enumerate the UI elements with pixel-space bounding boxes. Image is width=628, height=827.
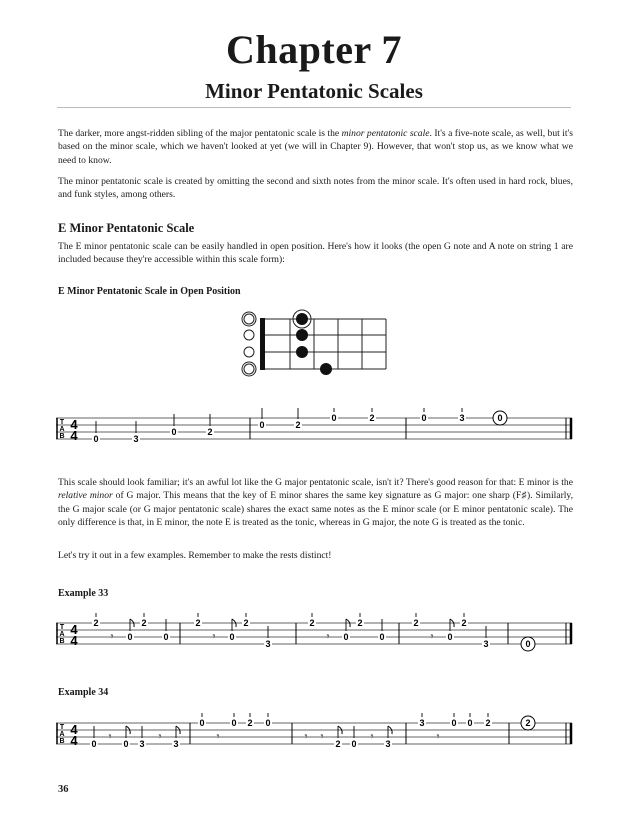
fret-number: 0	[171, 427, 177, 437]
svg-text:B: B	[59, 638, 65, 645]
fret-number: 2	[525, 718, 531, 728]
fret-number: 2	[195, 618, 201, 628]
eighth-rest: 𝄾	[108, 731, 112, 743]
figure-title: E Minor Pentatonic Scale in Open Position	[58, 286, 241, 297]
eighth-rest: 𝄾	[158, 731, 162, 743]
eighth-rest: 𝄾	[430, 631, 434, 643]
scale-tab-staff	[56, 408, 576, 458]
section-paragraph: The E minor pentatonic scale can be easily handled in open position. Here's how it looks (the open G note and A note on string 1 are included because they're accessible within this scale form):	[58, 241, 573, 266]
fret-number: 0	[93, 434, 99, 444]
eighth-rest: 𝄾	[326, 631, 330, 643]
fretboard-diagram	[236, 308, 391, 380]
svg-text:T: T	[59, 419, 65, 426]
fretboard-strings	[261, 319, 386, 369]
fretboard-nut	[260, 318, 265, 370]
fret-number: 0	[163, 632, 169, 642]
fretboard-frets	[290, 319, 386, 369]
svg-text:4: 4	[70, 622, 78, 637]
text: of G major. This means that the key of E minor shares the same key signature as G major: one sharp (F♯). Similarly, the G major scale (or G major pentatonic scale) shares the exact same notes as the E minor scale (or E minor pentatonic scale). The only difference is that, in E minor, the note E is treated as the tonic, whereas in G major, the note G is treated as the tonic.	[58, 490, 574, 529]
explanation-paragraph	[58, 476, 573, 530]
fret-dots	[293, 310, 332, 375]
finger-dot	[296, 346, 308, 358]
tab-clef	[59, 419, 64, 440]
open-string-circle	[244, 314, 254, 324]
finger-dot	[320, 363, 332, 375]
fret-number: 3	[139, 739, 145, 749]
fret-number: 3	[385, 739, 391, 749]
fret-number: 0	[379, 632, 385, 642]
emphasis-term: minor pentatonic scale	[341, 128, 430, 139]
example-33-notes	[92, 613, 535, 651]
time-signature	[70, 622, 78, 648]
example-33-label: Example 33	[58, 588, 109, 599]
fret-number: 0	[229, 632, 235, 642]
fret-number: 3	[173, 739, 179, 749]
fret-number: 2	[295, 420, 301, 430]
tab-clef	[59, 624, 64, 645]
tab-clef	[59, 724, 64, 745]
fret-number: 0	[525, 639, 531, 649]
finger-dot	[296, 313, 308, 325]
fret-number: 2	[413, 618, 419, 628]
fret-number: 0	[451, 718, 457, 728]
fret-number: 2	[247, 718, 253, 728]
eighth-rest: 𝄾	[212, 631, 216, 643]
svg-text:4: 4	[70, 417, 78, 432]
svg-text:T: T	[59, 724, 65, 731]
title-divider	[57, 107, 571, 108]
fret-number: 3	[133, 434, 139, 444]
fret-number: 2	[243, 618, 249, 628]
eighth-rest: 𝄾	[216, 731, 220, 743]
example-34-notes	[90, 713, 535, 749]
fret-number: 0	[421, 413, 427, 423]
fret-number: 0	[467, 718, 473, 728]
fret-number: 2	[141, 618, 147, 628]
time-signature	[70, 417, 78, 443]
svg-text:A: A	[59, 426, 65, 433]
eighth-rest: 𝄾	[304, 731, 308, 743]
example-34-tab-staff	[56, 713, 576, 763]
fret-number: 0	[123, 739, 129, 749]
fret-number: 3	[419, 718, 425, 728]
svg-text:A: A	[59, 631, 65, 638]
fret-number: 0	[91, 739, 97, 749]
text: . It's a five-note scale, as well, but it's based on the minor scale, which we haven't looked at yet (we will in Chapter 9). However, that won't stop us, as we know what we need to know.	[58, 128, 573, 166]
example-34-label: Example 34	[58, 687, 109, 698]
fret-number: 3	[265, 639, 271, 649]
eighth-rest: 𝄾	[436, 731, 440, 743]
svg-text:B: B	[59, 433, 65, 440]
fret-number: 0	[231, 718, 237, 728]
open-string-markers	[242, 312, 256, 376]
fret-number: 2	[357, 618, 363, 628]
fret-number: 2	[335, 739, 341, 749]
section-heading: E Minor Pentatonic Scale	[58, 221, 195, 235]
examples-intro-paragraph: Let's try it out in a few examples. Remember to make the rests distinct!	[58, 550, 332, 561]
example-33-tab-staff	[56, 613, 576, 663]
text: The darker, more angst-ridden sibling of the major pentatonic scale is the	[58, 128, 342, 139]
finger-dot	[296, 329, 308, 341]
eighth-rest: 𝄾	[370, 731, 374, 743]
svg-text:4: 4	[70, 428, 78, 443]
emphasis-term: relative minor	[58, 490, 113, 502]
intro-paragraph-1	[58, 127, 573, 167]
open-string-circle	[244, 347, 254, 357]
intro-paragraph-2: The minor pentatonic scale is created by omitting the second and sixth notes from the minor scale. It's often used in hard rock, blues, and funk styles, among others.	[58, 176, 573, 201]
open-string-circle	[244, 330, 254, 340]
fret-number: 0	[447, 632, 453, 642]
fret-number: 0	[265, 718, 271, 728]
fret-number: 0	[259, 420, 265, 430]
open-string-circle	[244, 364, 254, 374]
fret-number: 0	[343, 632, 349, 642]
fret-number: 0	[199, 718, 205, 728]
fret-number: 2	[207, 427, 213, 437]
fret-number: 0	[351, 739, 357, 749]
chapter-title: Chapter 7	[226, 27, 402, 72]
page-number: 36	[58, 784, 69, 795]
fret-number: 3	[483, 639, 489, 649]
text: This scale should look familiar; it's an awful lot like the G major pentatonic scale, isn't it? There's good reason for that: E minor is the	[58, 477, 573, 488]
fret-number: 2	[93, 618, 99, 628]
svg-text:B: B	[59, 738, 65, 745]
fret-number: 3	[459, 413, 465, 423]
svg-text:T: T	[59, 624, 65, 631]
fret-number: 0	[127, 632, 133, 642]
fret-number: 0	[331, 413, 337, 423]
fret-number: 0	[497, 413, 503, 423]
fret-number: 2	[309, 618, 315, 628]
svg-text:4: 4	[70, 633, 78, 648]
time-signature	[70, 722, 78, 748]
svg-text:4: 4	[70, 733, 78, 748]
svg-text:4: 4	[70, 722, 78, 737]
eighth-rest: 𝄾	[320, 731, 324, 743]
chapter-subtitle: Minor Pentatonic Scales	[205, 79, 423, 103]
fret-number: 2	[485, 718, 491, 728]
eighth-rest: 𝄾	[110, 631, 114, 643]
fret-number: 2	[461, 618, 467, 628]
fret-number: 2	[369, 413, 375, 423]
svg-text:A: A	[59, 731, 65, 738]
